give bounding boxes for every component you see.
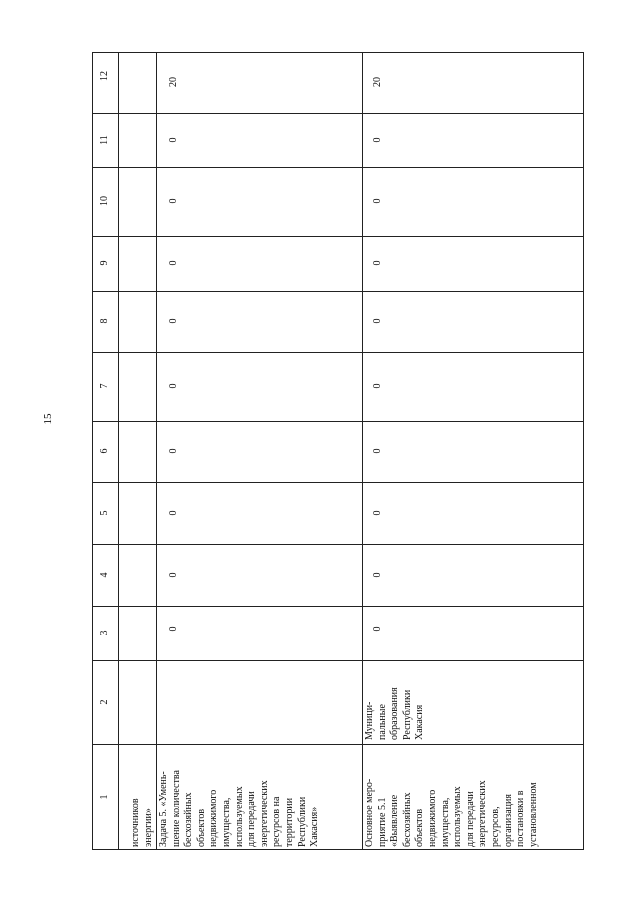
col-header-2: 2 — [99, 699, 110, 705]
table-border-top — [92, 52, 584, 53]
row-2-col-4: 0 — [168, 572, 179, 578]
row-divider-1 — [156, 52, 157, 850]
row-3-col-6: 0 — [372, 448, 383, 454]
row-2-col-5: 0 — [168, 510, 179, 516]
col-divider-11-10 — [92, 167, 584, 168]
col-divider-7-6 — [92, 421, 584, 422]
row-2-col-8: 0 — [168, 318, 179, 324]
row-3-col-10: 0 — [372, 198, 383, 204]
row-2-col-6: 0 — [168, 448, 179, 454]
col-divider-12-11 — [92, 113, 584, 114]
row-3-col-8: 0 — [372, 318, 383, 324]
row-2-name: Задача 5. «Умень- шение количества бесхозяйных объектов недвижимого имущества, используемых для передачи энергетических ресурсов на территории Республики Хакасия» — [158, 770, 321, 847]
col-divider-9-8 — [92, 291, 584, 292]
col-header-1: 1 — [99, 794, 110, 800]
col-header-8: 8 — [99, 318, 110, 324]
row-3-col-4: 0 — [372, 572, 383, 578]
col-header-10: 10 — [99, 196, 110, 206]
row-3-col-3: 0 — [372, 626, 383, 632]
row-2-col-10: 0 — [168, 198, 179, 204]
col-header-5: 5 — [99, 510, 110, 516]
row-2-col-9: 0 — [168, 260, 179, 266]
col-header-11: 11 — [99, 135, 110, 145]
row-3-name: Основное меро- приятие 5.1 «Выявление бесхозяйных объектов недвижимого имущества, используемых для передачи энергетических ресурсов, организация постановки в установленном — [364, 778, 539, 847]
col-divider-8-7 — [92, 352, 584, 353]
row-2-col-3: 0 — [168, 626, 179, 632]
col-divider-4-3 — [92, 606, 584, 607]
table-border-right — [583, 52, 584, 850]
row-3-col-7: 0 — [372, 383, 383, 389]
row-2-col-7: 0 — [168, 383, 179, 389]
col-divider-6-5 — [92, 482, 584, 483]
col-header-7: 7 — [99, 383, 110, 389]
table-border-left — [92, 52, 93, 850]
col-header-6: 6 — [99, 448, 110, 454]
col-header-9: 9 — [99, 260, 110, 266]
row-2-col-12: 20 — [168, 77, 179, 87]
row-3-col-5: 0 — [372, 510, 383, 516]
header-row-divider — [118, 52, 119, 850]
col-divider-2-1 — [92, 744, 584, 745]
row-1-name: источников энергии» — [130, 798, 154, 847]
row-3-col-11: 0 — [372, 137, 383, 143]
col-divider-10-9 — [92, 236, 584, 237]
col-header-12: 12 — [99, 71, 110, 81]
page-number: 15 — [42, 413, 54, 425]
col-divider-5-4 — [92, 544, 584, 545]
row-3-col-12: 20 — [372, 77, 383, 87]
row-2-col-11: 0 — [168, 137, 179, 143]
data-table — [92, 52, 584, 850]
col-header-3: 3 — [99, 630, 110, 636]
row-divider-2 — [362, 52, 363, 850]
table-border-bottom — [92, 849, 584, 850]
row-3-executor: Муници- пальные образования Республики Хакасия — [364, 687, 426, 740]
col-divider-3-2 — [92, 660, 584, 661]
row-3-col-9: 0 — [372, 260, 383, 266]
col-header-4: 4 — [99, 572, 110, 578]
